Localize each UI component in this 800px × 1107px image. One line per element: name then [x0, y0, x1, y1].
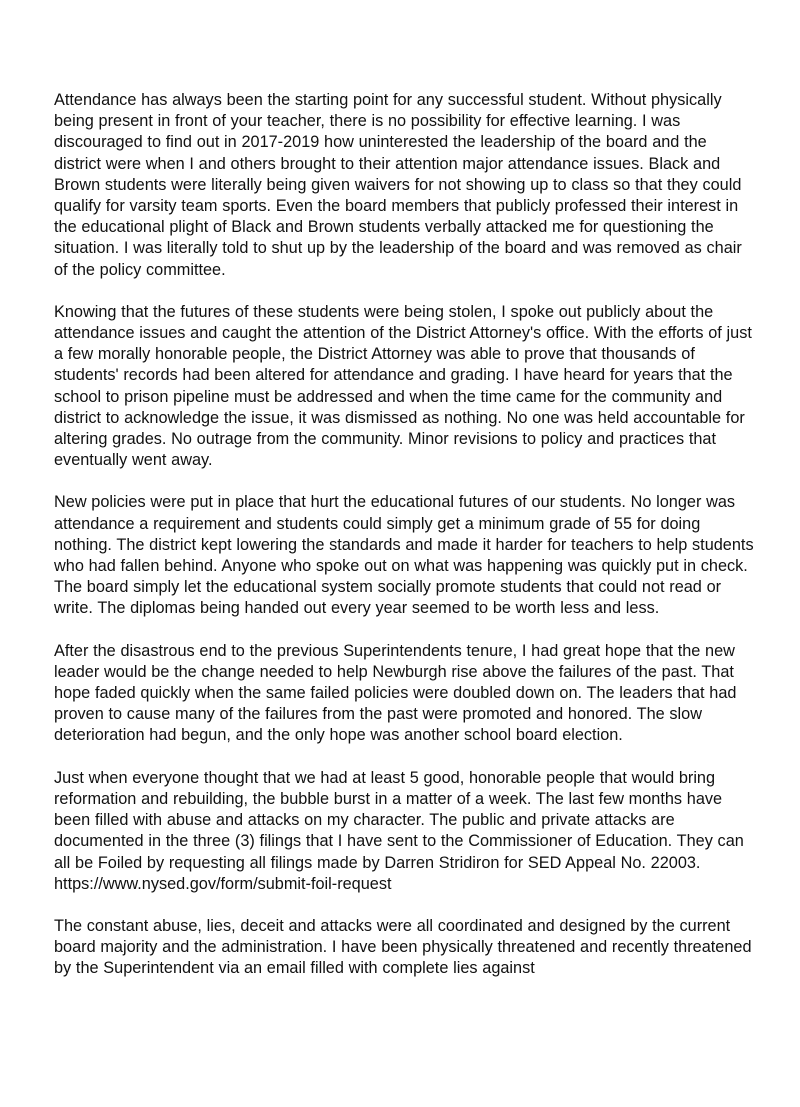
- paragraph-new-policies: New policies were put in place that hurt the educational futures of our students. No longer was attendance a requirement and students could simply get a minimum grade of 55 for doing nothing. The district kept lowering the standards and made it harder for teachers to help students who had fallen behind. Anyone who spoke out on what was happening was quickly put in check. The board simply let the educational system socially promote students that could not read or write. The diplomas being handed out every year seemed to be worth less and less.: [54, 493, 754, 618]
- paragraph-superintendent: After the disastrous end to the previous Superintendents tenure, I had great hope that the new leader would be the change needed to help Newburgh rise above the failures of the past. That hope faded quickly when the same failed policies were doubled down on. The leaders that had proven to cause many of the failures from the past were promoted and honored. The slow deterioration had begun, and the only hope was another school board election.: [54, 641, 737, 745]
- paragraph-threats: The constant abuse, lies, deceit and attacks were all coordinated and designed by the current board majority and the administration. I have been physically threatened and recently threatened by the Superintendent via an email filled with complete lies against: [54, 916, 752, 978]
- paragraph-district-attorney: Knowing that the futures of these students were being stolen, I spoke out publicly about the attendance issues and caught the attention of the District Attorney's office. With the efforts of just a few morally honorable people, the District Attorney was able to prove that thousands of students' records had been altered for attendance and grading. I have heard for years that the school to prison pipeline must be addressed and when the time came for the community and district to acknowledge the issue, it was dismissed as nothing. No one was held accountable for altering grades. No outrage from the community. Minor revisions to policy and practices that eventually went away.: [54, 302, 752, 470]
- paragraph-attendance: Attendance has always been the starting point for any successful student. Without physically being present in front of your teacher, there is no possibility for effective learning. I was discouraged to find out in 2017-2019 how uninterested the leadership of the board and the district were when I and others brought to their attention major attendance issues. Black and Brown students were literally being given waivers for not showing up to class so that they could qualify for varsity team sports. Even the board members that publicly professed their interest in the educational plight of Black and Brown students verbally attacked me for questioning the situation. I was literally told to shut up by the leadership of the board and was removed as chair of the policy committee.: [54, 91, 742, 279]
- letter-body: [54, 90, 754, 1001]
- paragraph-filings: Just when everyone thought that we had at least 5 good, honorable people that would bring reformation and rebuilding, the bubble burst in a matter of a week. The last few months have been filled with abuse and attacks on my character. The public and private attacks are documented in the three (3) filings that I have sent to the Commissioner of Education. They can all be Foiled by requesting all filings made by Darren Stridiron for SED Appeal No. 22003. https://www.nysed.gov/form/submit-foil-request: [54, 768, 744, 893]
